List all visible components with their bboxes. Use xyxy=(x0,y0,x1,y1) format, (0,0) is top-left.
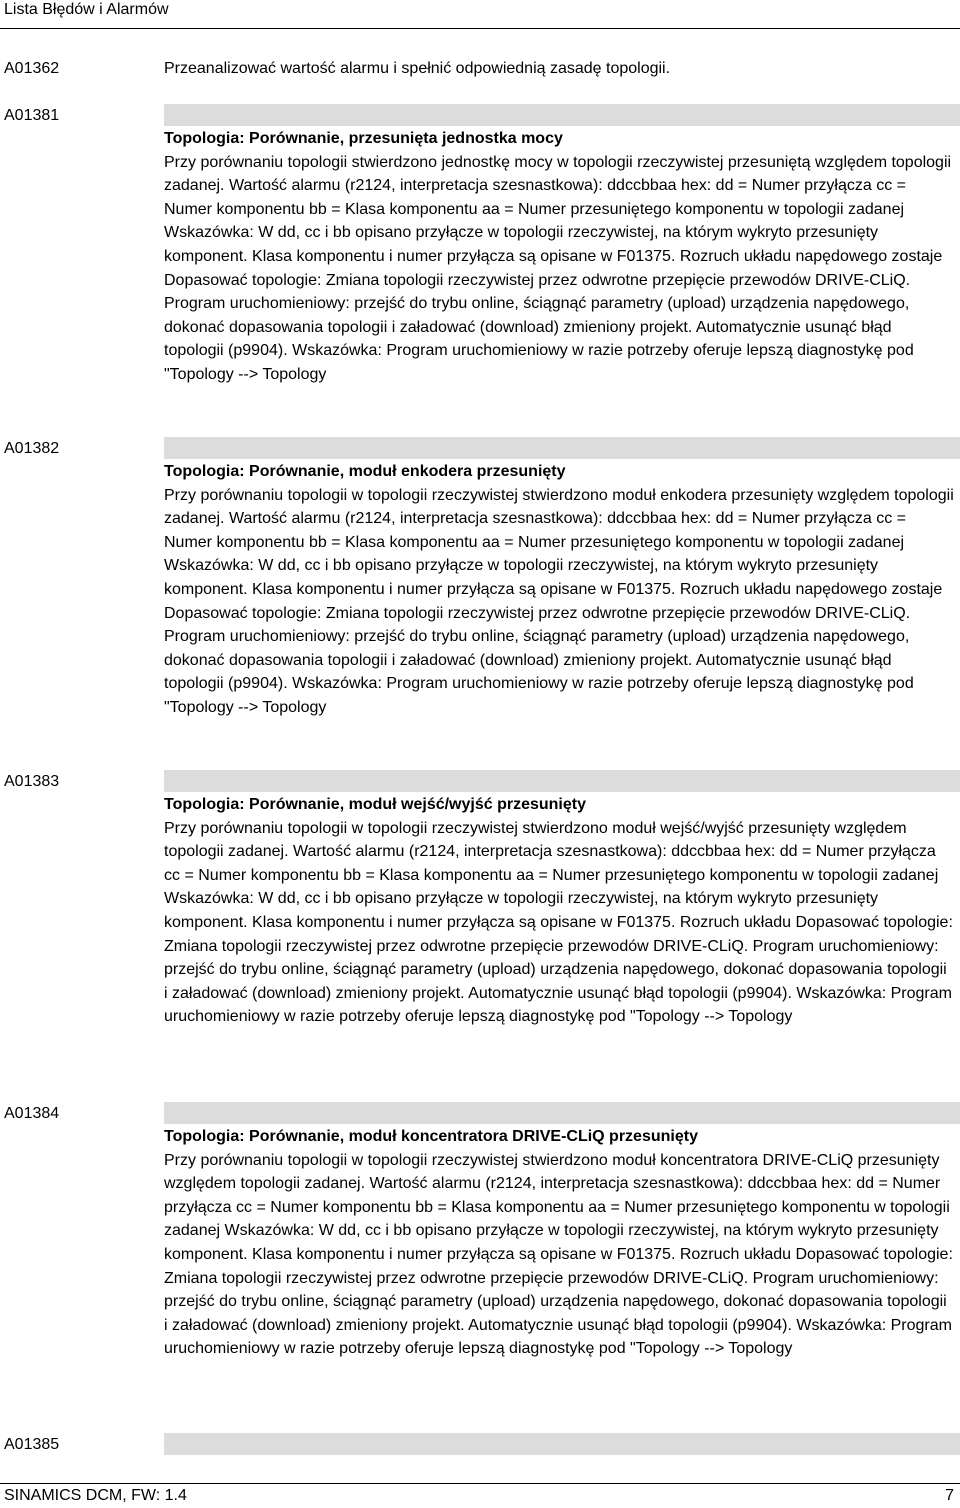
alarm-code: A01383 xyxy=(4,773,60,790)
alarm-description: Przy porównaniu topologii w topologii rzeczywistej stwierdzono moduł enkodera przesunięty względem topologii zadanej. Wartość alarmu (r2124, interpretacja szesnastkowa): ddccbbaa hex: dd = Numer przyłącza cc = Numer komponentu bb = Klasa komponentu aa = Numer przesuniętego komponentu w topologii zadanej Wskazówka: W dd, cc i bb opisano przyłącze w topologii rzeczywistej, na którym wykryto przesunięty komponent. Klasa komponentu i numer przyłącza są opisane w F01375. Rozruch układu napędowego zostaje Dopasować topologie: Zmiana topologii rzeczywistej przez odwrotne przepięcie przewodów DRIVE-CLiQ. Program uruchomieniowy: przejść do trybu online, ściągnąć parametry (upload) urządzenia napędowego, dokonać dopasowania topologii i załadować (download) zmieniony projekt. Automatycznie usunąć błąd topologii (p9904). Wskazówka: Program uruchomieniowy w razie potrzeby oferuje lepszą diagnostykę pod "Topology --> Topology xyxy=(164,486,954,716)
alarm-code: A01384 xyxy=(4,1105,60,1122)
alarm-code: A01362 xyxy=(4,60,60,77)
alarm-remedy-text: Przeanalizować wartość alarmu i spełnić odpowiednią zasadę topologii. xyxy=(164,60,671,77)
alarm-code: A01382 xyxy=(4,440,60,457)
alarm-description: Przy porównaniu topologii stwierdzono jednostkę mocy w topologii rzeczywistej przesuniętą względem topologii zadanej. Wartość alarmu (r2124, interpretacja szesnastkowa): ddccbbaa hex: dd = Numer przyłącza cc = Numer komponentu bb = Klasa komponentu aa = Numer przesuniętego komponentu w topologii zadanej Wskazówka: W dd, cc i bb opisano przyłącze w topologii rzeczywistej, na którym wykryto przesunięty komponent. Klasa komponentu i numer przyłącza są opisane w F01375. Rozruch układu napędowego zostaje Dopasować topologie: Zmiana topologii rzeczywistej przez odwrotne przepięcie przewodów DRIVE-CLiQ. Program uruchomieniowy: przejść do trybu online, ściągnąć parametry (upload) urządzenia napędowego, dokonać dopasowania topologii i załadować (download) zmieniony projekt. Automatycznie usunąć błąd topologii (p9904). Wskazówka: Program uruchomieniowy w razie potrzeby oferuje lepszą diagnostykę pod "Topology --> Topology xyxy=(164,153,952,383)
alarm-entry xyxy=(164,1125,954,1361)
alarm-description: Przy porównaniu topologii w topologii rzeczywistej stwierdzono moduł wejść/wyjść przesunięty względem topologii zadanej. Wartość alarmu (r2124, interpretacja szesnastkowa): ddccbbaa hex: dd = Numer przyłącza cc = Numer komponentu bb = Klasa komponentu aa = Numer przesuniętego komponentu w topologii zadanej Wskazówka: W dd, cc i bb opisano przyłącze w topologii rzeczywistej, na którym wykryto przesunięty komponent. Klasa komponentu i numer przyłącza są opisane w F01375. Rozruch układu Dopasować topologie: Zmiana topologii rzeczywistej przez odwrotne przepięcie przewodów DRIVE-CLiQ. Program uruchomieniowy: przejść do trybu online, ściągnąć parametry (upload) urządzenia napędowego, dokonać dopasowania topologii i załadować (download) zmieniony projekt. Automatycznie usunąć błąd topologii (p9904). Wskazówka: Program uruchomieniowy w razie potrzeby oferuje lepszą diagnostykę pod "Topology --> Topology xyxy=(164,819,953,1026)
alarm-title: Topologia: Porównanie, moduł koncentratora DRIVE-CLiQ przesunięty xyxy=(164,1128,698,1145)
alarm-title: Topologia: Porównanie, moduł enkodera przesunięty xyxy=(164,463,566,480)
alarm-entry xyxy=(164,793,954,1029)
alarm-title: Topologia: Porównanie, moduł wejść/wyjść przesunięty xyxy=(164,796,586,813)
alarm-description: Przy porównaniu topologii w topologii rzeczywistej stwierdzono moduł koncentratora DRIVE-CLiQ przesunięty względem topologii zadanej. Wartość alarmu (r2124, interpretacja szesnastkowa): ddccbbaa hex: dd = Numer przyłącza cc = Numer komponentu bb = Klasa komponentu aa = Numer przesuniętego komponentu w topologii zadanej Wskazówka: W dd, cc i bb opisano przyłącze w topologii rzeczywistej, na którym wykryto przesunięty komponent. Klasa komponentu i numer przyłącza są opisane w F01375. Rozruch układu Dopasować topologie: Zmiana topologii rzeczywistej przez odwrotne przepięcie przewodów DRIVE-CLiQ. Program uruchomieniowy: przejść do trybu online, ściągnąć parametry (upload) urządzenia napędowego, dokonać dopasowania topologii i załadować (download) zmieniony projekt. Automatycznie usunąć błąd topologii (p9904). Wskazówka: Program uruchomieniowy w razie potrzeby oferuje lepszą diagnostykę pod "Topology --> Topology xyxy=(164,1151,953,1358)
footer-product-version: SINAMICS DCM, FW: 1.4 xyxy=(4,1487,187,1504)
alarm-header-band xyxy=(164,770,960,792)
alarm-title: Topologia: Porównanie, przesunięta jednostka mocy xyxy=(164,130,563,147)
alarm-entry xyxy=(164,460,954,720)
alarm-code: A01385 xyxy=(4,1436,60,1453)
alarm-code: A01381 xyxy=(4,107,60,124)
alarm-header-band xyxy=(164,1102,960,1124)
page-header-title: Lista Błędów i Alarmów xyxy=(4,1,169,18)
header-divider xyxy=(0,28,960,29)
alarm-header-band xyxy=(164,437,960,459)
alarm-entry xyxy=(164,127,954,387)
page-number: 7 xyxy=(945,1487,954,1504)
alarm-header-band xyxy=(164,1433,960,1455)
footer-divider xyxy=(0,1483,960,1484)
alarm-header-band xyxy=(164,104,960,126)
